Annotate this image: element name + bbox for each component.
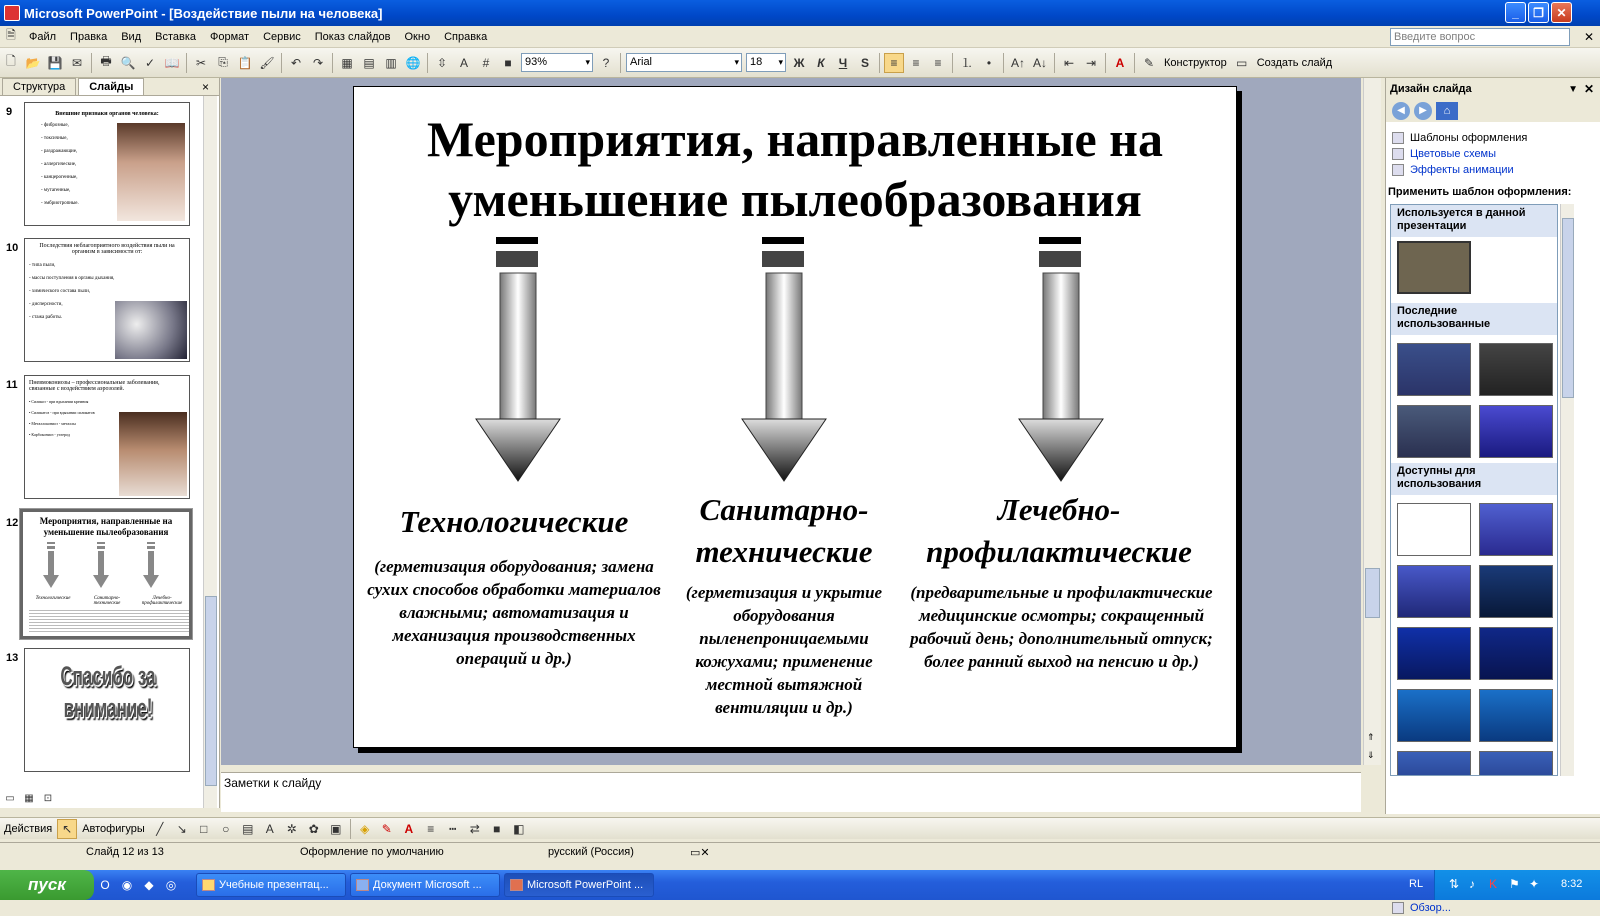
- thumb-photo: [115, 301, 187, 359]
- slide-thumb-row[interactable]: [0, 238, 205, 364]
- 3d-style-icon[interactable]: ◧: [513, 821, 525, 836]
- animation-effects-link[interactable]: [1386, 162, 1600, 178]
- new-slide-button[interactable]: Создать слайд: [1256, 56, 1333, 69]
- browse-icon: [1392, 902, 1404, 914]
- shadow-button[interactable]: S: [860, 55, 869, 70]
- research-icon[interactable]: 📖: [164, 55, 180, 70]
- notes-pane[interactable]: Заметки к слайду: [221, 772, 1361, 812]
- menu-edit[interactable]: Правка: [70, 30, 108, 43]
- template-thumb[interactable]: [1479, 343, 1553, 396]
- animation-icon: [1392, 164, 1404, 176]
- section-used: Используется в данной презентации: [1391, 205, 1557, 237]
- dash-style-icon[interactable]: ┅: [449, 821, 457, 836]
- decrease-font-icon[interactable]: A↓: [1032, 55, 1047, 70]
- tray-antivirus-icon[interactable]: K: [1489, 877, 1498, 891]
- decrease-indent-icon[interactable]: ⇤: [1063, 55, 1075, 70]
- template-thumb[interactable]: [1397, 343, 1471, 396]
- menu-view[interactable]: Вид: [121, 30, 142, 43]
- col-desc-sanitary[interactable]: (герметизация и укрытие оборудования пыленепроницаемыми кожухами; применение местной вытяжной вентиляции и др.): [685, 583, 883, 717]
- separator: [350, 819, 351, 839]
- document-icon[interactable]: 🗎: [6, 28, 16, 42]
- font-color-icon[interactable]: A: [1115, 55, 1125, 70]
- permission-icon[interactable]: ✉: [71, 55, 83, 70]
- thumb-bullet: - фиброзные,: [41, 123, 69, 128]
- thumb-bullet: - мутагенные,: [41, 188, 71, 193]
- hyperlink-icon[interactable]: 🌐: [405, 55, 421, 70]
- tables-borders-icon[interactable]: ▥: [385, 55, 397, 70]
- gallery-scroll-thumb[interactable]: [1562, 218, 1574, 398]
- align-left-icon[interactable]: ≡: [884, 53, 904, 73]
- slideshow-view-icon[interactable]: ⊡: [43, 792, 53, 804]
- back-icon[interactable]: ◀: [1392, 102, 1410, 120]
- thumb-title: Пневмокониозы – профессиональные заболевания, связанные с воздействием аэрозолей.: [29, 380, 160, 392]
- slide-number: 10: [6, 242, 19, 254]
- quicklaunch-icon[interactable]: ◆: [144, 878, 154, 892]
- sorter-view-icon[interactable]: ▦: [24, 792, 34, 804]
- numbering-icon[interactable]: ⒈: [960, 56, 973, 70]
- menu-insert[interactable]: Вставка: [155, 30, 197, 43]
- spelling-status-icon: ▭✕: [690, 847, 710, 859]
- menu-file[interactable]: Файл: [29, 30, 57, 43]
- separator: [427, 53, 428, 73]
- thumb-bullet: • Карбокониоз - углерод: [29, 432, 70, 437]
- thumb-text-lines: [29, 608, 189, 634]
- link-label: Шаблоны оформления: [1410, 132, 1528, 144]
- arrow-medical: [1019, 237, 1103, 481]
- task-pane-title: Дизайн слайда: [1390, 83, 1472, 95]
- thumb-bullet: - раздражающие,: [41, 149, 78, 154]
- templates-icon: [1392, 132, 1404, 144]
- underline-button[interactable]: Ч: [838, 55, 848, 70]
- template-thumb[interactable]: [1397, 627, 1471, 680]
- task-pane-close-icon[interactable]: ✕: [1583, 82, 1594, 96]
- window-titlebar[interactable]: [0, 0, 1600, 26]
- shadow-style-icon[interactable]: ■: [493, 821, 501, 836]
- slide-number: 11: [6, 379, 18, 391]
- forward-icon[interactable]: ▶: [1414, 102, 1432, 120]
- language-indicator[interactable]: RL: [1409, 878, 1424, 890]
- quicklaunch-icon[interactable]: ◉: [121, 878, 133, 892]
- arrow-sanitary: [742, 237, 826, 481]
- separator: [1134, 53, 1135, 73]
- template-thumb[interactable]: [1397, 689, 1471, 742]
- col-desc-technological[interactable]: (герметизация оборудования; замена сухих способов обработки материалов влажными; автоматизация и механизация производственных операций и др.): [367, 557, 661, 668]
- window-title: Microsoft PowerPoint - [Воздействие пыли на человека]: [24, 5, 383, 21]
- taskbar-label: Microsoft PowerPoint ...: [527, 879, 644, 891]
- link-label: Эффекты анимации: [1410, 164, 1514, 176]
- diagram-icon[interactable]: ✲: [286, 821, 297, 836]
- template-thumb[interactable]: [1397, 751, 1471, 776]
- grid-icon[interactable]: #: [482, 55, 490, 70]
- slide-thumbnail-10[interactable]: [24, 238, 190, 362]
- template-thumb[interactable]: [1397, 405, 1471, 458]
- arrow-icon[interactable]: ↘: [176, 821, 187, 836]
- designer-icon[interactable]: ✎: [1143, 55, 1155, 70]
- menu-slideshow[interactable]: Показ слайдов: [314, 30, 391, 43]
- col-title-technological[interactable]: Технологические: [399, 504, 629, 539]
- thumb-bullet: • Металлокониоз - металлы: [29, 421, 76, 426]
- menu-window[interactable]: Окно: [404, 30, 431, 43]
- thumb-title: Мероприятия, направленные на уменьшение пылеобразования: [39, 516, 173, 537]
- separator: [1003, 53, 1004, 73]
- tray-app-icon[interactable]: ⚑: [1509, 877, 1520, 891]
- separator: [879, 53, 880, 73]
- paste-icon[interactable]: 📋: [237, 55, 253, 70]
- actions-menu[interactable]: Действия: [4, 822, 53, 835]
- template-thumb[interactable]: [1479, 689, 1553, 742]
- normal-view-icon[interactable]: ▭: [5, 792, 15, 804]
- task-pane-menu-icon[interactable]: ▼: [1568, 83, 1578, 95]
- formatting-toolbar: [0, 48, 1600, 78]
- thumb-bullet: • Силикатоз - при вдыхании силикатов: [29, 410, 95, 415]
- save-icon[interactable]: 💾: [47, 55, 63, 70]
- prev-slide-icon[interactable]: ⇑: [1367, 732, 1375, 742]
- bullets-icon[interactable]: •: [986, 55, 992, 70]
- restore-button[interactable]: ❐: [1528, 2, 1549, 23]
- slides-pane: [0, 78, 220, 808]
- separator: [91, 53, 92, 73]
- new-slide-icon[interactable]: ▭: [1236, 55, 1248, 70]
- slide-title[interactable]: Мероприятия, направленные на уменьшение пылеобразования: [427, 111, 1163, 227]
- thumb-arrows: [41, 542, 181, 592]
- status-slide-count: Слайд 12 из 13: [86, 846, 164, 858]
- thumb-bullet: - канцерогенные,: [41, 175, 78, 180]
- slide-thumbnail-11[interactable]: [24, 375, 190, 499]
- slide-thumb-row[interactable]: [0, 509, 205, 639]
- color-icon[interactable]: ■: [504, 55, 512, 70]
- help-search-input[interactable]: Введите вопрос: [1390, 28, 1570, 46]
- slide-thumbnail-9[interactable]: [24, 102, 190, 226]
- separator: [281, 53, 282, 73]
- slides-scrollbar[interactable]: [203, 96, 217, 808]
- thumb-title: Спасибо за внимание!: [60, 661, 156, 724]
- template-current[interactable]: [1397, 241, 1471, 294]
- designer-button[interactable]: Конструктор: [1164, 56, 1227, 69]
- tray-app-icon[interactable]: ✦: [1529, 877, 1540, 891]
- tray-volume-icon[interactable]: ♪: [1469, 877, 1475, 891]
- arrow-technological: [476, 237, 560, 481]
- rectangle-icon[interactable]: □: [200, 821, 208, 836]
- redo-icon[interactable]: ↷: [312, 55, 324, 70]
- color-schemes-link[interactable]: [1386, 146, 1600, 162]
- menu-help[interactable]: Справка: [444, 30, 488, 43]
- thumb-bullet: - токсичные,: [41, 136, 68, 141]
- separator: [1105, 53, 1106, 73]
- canvas-scroll-thumb[interactable]: [1365, 568, 1380, 618]
- italic-button[interactable]: К: [817, 55, 825, 70]
- line-color-icon[interactable]: ✎: [381, 821, 392, 836]
- arrows-graphic: [354, 237, 1238, 487]
- status-language: русский (Россия): [548, 846, 634, 858]
- status-bar: [0, 842, 1600, 862]
- template-thumb[interactable]: [1479, 503, 1553, 556]
- thumb-title: Внешние признаки органов человека:: [55, 111, 159, 117]
- separator: [952, 53, 953, 73]
- picture-icon[interactable]: ▣: [330, 821, 342, 836]
- section-available: Доступны для использования: [1391, 463, 1558, 495]
- table-icon[interactable]: ▤: [363, 55, 375, 70]
- status-design: Оформление по умолчанию: [300, 846, 444, 858]
- col-title-medical[interactable]: Лечебно-профилактические: [926, 492, 1192, 569]
- col-title-sanitary[interactable]: Санитарно-технические: [695, 492, 873, 569]
- apply-template-label: Применить шаблон оформления:: [1388, 186, 1572, 198]
- template-gallery: [1390, 204, 1558, 776]
- align-center-icon[interactable]: ≡: [912, 55, 920, 70]
- autoshapes-menu[interactable]: Автофигуры: [82, 822, 145, 835]
- link-label: Обзор...: [1410, 902, 1451, 914]
- format-painter-icon[interactable]: 🖌: [259, 55, 275, 70]
- increase-font-icon[interactable]: A↑: [1010, 55, 1025, 70]
- word-icon: [356, 879, 369, 891]
- taskbar-label: Учебные презентац...: [219, 879, 329, 891]
- link-label: Цветовые схемы: [1410, 148, 1497, 160]
- slide-thumbnail-13[interactable]: [24, 648, 190, 772]
- gallery-scrollbar[interactable]: [1560, 204, 1574, 776]
- menu-tools[interactable]: Сервис: [263, 30, 301, 43]
- arrow-style-icon[interactable]: ⇄: [469, 821, 480, 836]
- oval-icon[interactable]: ○: [222, 821, 230, 836]
- expand-icon[interactable]: ⇳: [436, 55, 448, 70]
- scroll-thumb[interactable]: [205, 596, 217, 786]
- thumb-title: Последствия неблагоприятного воздействия пыли на организм в зависимости от:: [39, 243, 175, 255]
- section-recent: Последние использованные: [1391, 303, 1558, 335]
- line-style-icon[interactable]: ≡: [427, 821, 435, 836]
- pane-tabs: [0, 78, 219, 96]
- thumb-photo: [119, 412, 187, 496]
- slide-thumb-row[interactable]: [0, 102, 205, 228]
- drawing-toolbar: [0, 817, 1600, 839]
- template-thumb[interactable]: [1397, 565, 1471, 618]
- slide-number: 12: [6, 517, 19, 529]
- powerpoint-app-icon[interactable]: [4, 5, 20, 21]
- thumb-bullet: - дисперсности,: [29, 302, 63, 307]
- bold-button[interactable]: Ж: [793, 55, 805, 70]
- clipart-icon[interactable]: ✿: [308, 821, 319, 836]
- slide-thumbnail-12[interactable]: [20, 509, 192, 639]
- template-thumb[interactable]: [1397, 503, 1471, 556]
- thumb-bullet: - типа пыли,: [29, 263, 56, 268]
- preview-icon[interactable]: 🔍: [120, 55, 136, 70]
- template-thumb[interactable]: [1479, 751, 1553, 776]
- help-icon[interactable]: ?: [602, 55, 610, 70]
- formatting-icon[interactable]: A: [459, 55, 468, 70]
- print-icon[interactable]: 🖶: [100, 54, 112, 68]
- design-templates-link[interactable]: [1386, 130, 1600, 146]
- line-icon[interactable]: ╱: [156, 821, 164, 836]
- thumb-col: Технологические: [35, 596, 71, 601]
- font-size-select[interactable]: 18 ▾: [746, 53, 786, 72]
- powerpoint-icon: [510, 879, 523, 891]
- slide-number: 9: [6, 106, 13, 118]
- menu-bar: [0, 26, 1600, 48]
- start-label: пуск: [28, 875, 66, 894]
- clock[interactable]: 8:32: [1561, 878, 1583, 890]
- thumb-bullet: - аллергические,: [41, 162, 77, 167]
- template-thumb[interactable]: [1479, 627, 1553, 680]
- canvas-scrollbar[interactable]: [1363, 78, 1381, 765]
- open-icon[interactable]: 📂: [25, 55, 41, 70]
- taskbar-button-word[interactable]: [350, 873, 500, 897]
- separator: [332, 53, 333, 73]
- thumb-bullet: - химического состава пыли,: [29, 289, 91, 294]
- close-button[interactable]: ✕: [1551, 2, 1572, 23]
- system-tray: [1409, 870, 1600, 900]
- next-slide-icon[interactable]: ⇓: [1367, 750, 1375, 760]
- copy-icon[interactable]: ⎘: [218, 55, 228, 69]
- folder-icon: [202, 879, 215, 891]
- taskbar: [0, 870, 1600, 900]
- opera-icon[interactable]: O: [100, 878, 110, 892]
- color-schemes-icon: [1392, 148, 1404, 160]
- increase-indent-icon[interactable]: ⇥: [1085, 55, 1097, 70]
- menubar-close-icon[interactable]: ✕: [1583, 30, 1594, 44]
- tray-network-icon[interactable]: ⇅: [1449, 877, 1460, 891]
- separator: [620, 53, 621, 73]
- template-thumb[interactable]: [1479, 405, 1553, 458]
- tab-slides[interactable]: Слайды: [78, 78, 144, 95]
- font-select[interactable]: Arial ▾: [626, 53, 742, 72]
- select-objects-icon[interactable]: ↖: [57, 819, 77, 839]
- new-icon[interactable]: 🗋: [6, 54, 16, 68]
- separator: [186, 53, 187, 73]
- pane-close-icon[interactable]: ×: [201, 80, 209, 94]
- undo-icon[interactable]: ↶: [290, 55, 302, 70]
- thumb-bullet: - стажа работы.: [29, 315, 63, 320]
- separator: [1054, 53, 1055, 73]
- quicklaunch-icon[interactable]: ◎: [165, 878, 177, 892]
- thumb-col: Лечебно-профилактические: [141, 596, 183, 606]
- spelling-icon[interactable]: ✓: [144, 55, 156, 70]
- thumb-bullet: - эмбриотропные.: [41, 201, 79, 206]
- tab-outline[interactable]: Структура: [2, 78, 76, 95]
- cut-icon[interactable]: ✂: [195, 55, 207, 70]
- zoom-select[interactable]: 93% ▾: [521, 53, 593, 72]
- taskbar-button-powerpoint[interactable]: [504, 873, 654, 897]
- template-thumb[interactable]: [1479, 565, 1553, 618]
- menu-format[interactable]: Формат: [210, 30, 250, 43]
- start-button[interactable]: [0, 870, 94, 900]
- font-color-draw-icon[interactable]: A: [404, 821, 414, 836]
- col-desc-medical[interactable]: (предварительные и профилактические медицинские осмотры; сокращенный рабочий день; дополнительный отпуск; более ранний выход на пенсию и др.): [910, 583, 1213, 671]
- textbox-icon[interactable]: ▤: [242, 821, 254, 836]
- thumb-bullet: - массы поступления в органы дыхания,: [29, 276, 115, 281]
- browse-link[interactable]: [1386, 900, 1586, 916]
- slide[interactable]: [353, 86, 1237, 748]
- chart-icon[interactable]: ▦: [341, 55, 353, 70]
- home-icon[interactable]: ⌂: [1436, 102, 1458, 120]
- thumb-bullet: • Силикоз - при вдыхании кремния: [29, 399, 89, 404]
- thumb-col: Санитарно-технические: [93, 596, 121, 606]
- slide-thumb-row[interactable]: [0, 375, 205, 501]
- task-pane-header: [1386, 78, 1600, 100]
- fill-color-icon[interactable]: ◈: [360, 821, 370, 836]
- taskbar-label: Документ Microsoft ...: [373, 879, 482, 891]
- minimize-button[interactable]: _: [1505, 2, 1526, 23]
- slide-thumb-row[interactable]: [0, 648, 205, 774]
- taskbar-button-folder[interactable]: [196, 873, 346, 897]
- slide-number: 13: [6, 652, 19, 664]
- wordart-icon[interactable]: A: [265, 821, 274, 836]
- align-right-icon[interactable]: ≡: [934, 55, 942, 70]
- thumb-photo: [117, 123, 185, 221]
